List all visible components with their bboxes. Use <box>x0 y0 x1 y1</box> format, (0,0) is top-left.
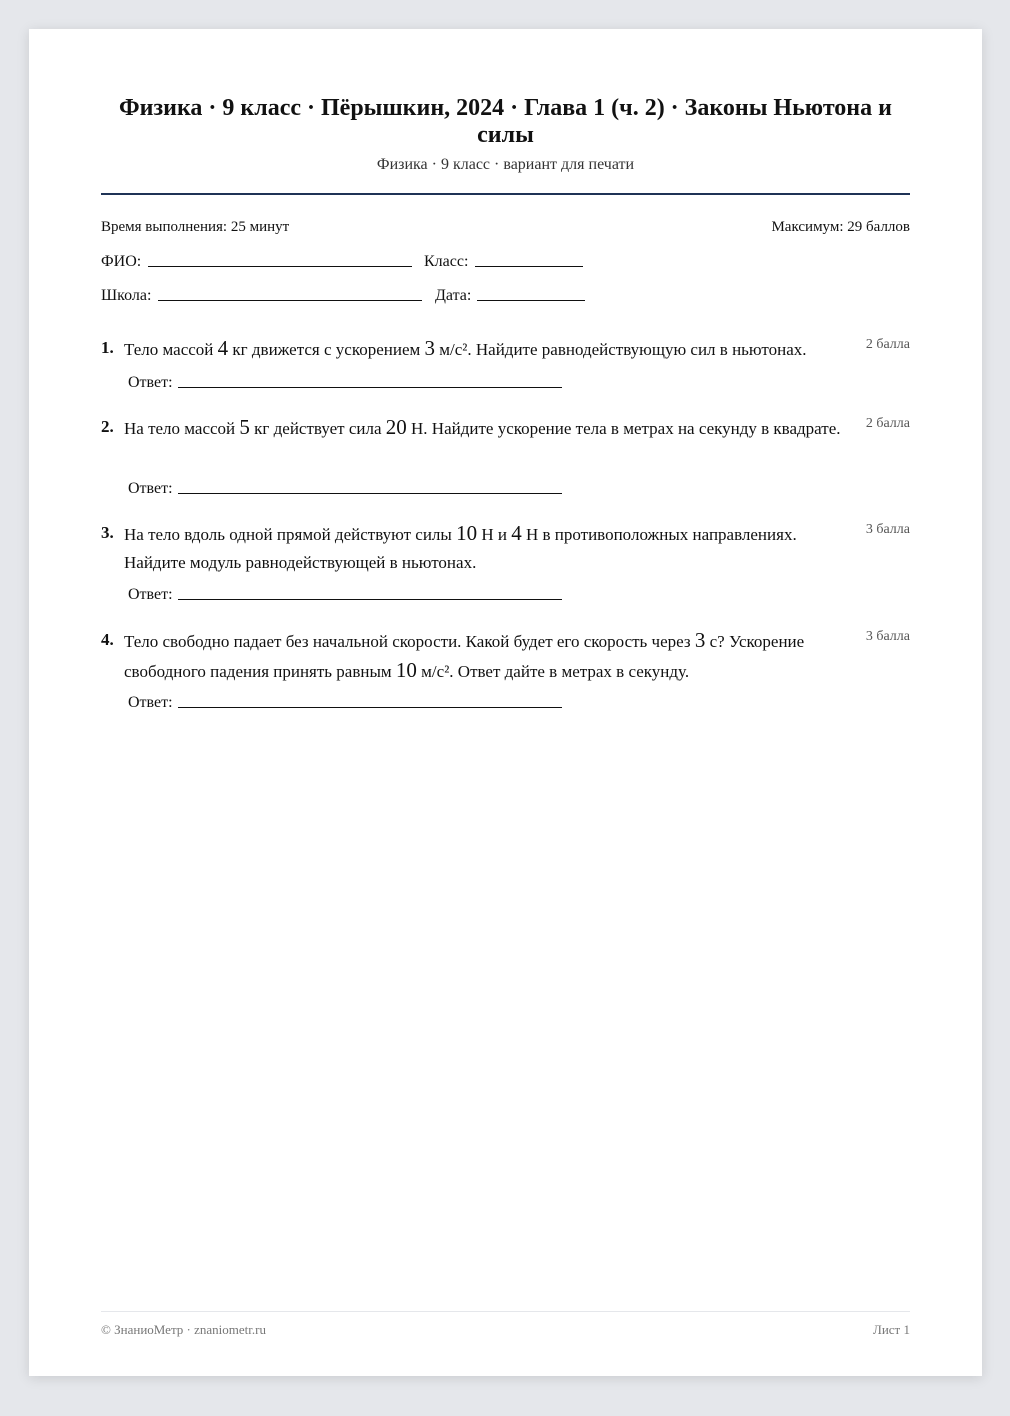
question-2 <box>101 413 910 503</box>
answer-label: Ответ: <box>128 694 173 711</box>
footer-divider <box>101 1311 910 1312</box>
answer-label: Ответ: <box>128 374 173 391</box>
date-field[interactable] <box>477 300 585 301</box>
question-number: 1. <box>101 338 114 357</box>
fio-field[interactable] <box>148 266 412 267</box>
header-divider <box>101 193 910 195</box>
question-points: 3 балла <box>865 629 910 644</box>
question-number: 2. <box>101 417 114 436</box>
class-field[interactable] <box>475 266 583 267</box>
max-score: Максимум: 29 баллов <box>771 219 910 235</box>
question-points: 3 балла <box>865 522 910 537</box>
page-subtitle: Физика · 9 класс · вариант для печати <box>376 156 635 173</box>
answer-field[interactable] <box>178 387 562 388</box>
school-field[interactable] <box>158 300 422 301</box>
date-label: Дата: <box>435 287 472 304</box>
question-points: 2 балла <box>865 416 910 431</box>
question-text: На тело массой 5 кг действует сила 20 Н. Найдите ускорение тела в метрах на секунду в квадрате. <box>124 415 841 439</box>
question-number: 3. <box>101 523 114 542</box>
answer-field[interactable] <box>178 707 562 708</box>
answer-field[interactable] <box>178 599 562 600</box>
question-4 <box>101 626 910 716</box>
question-1 <box>101 334 910 394</box>
answer-label: Ответ: <box>128 586 173 603</box>
fio-label: ФИО: <box>101 253 142 270</box>
answer-label: Ответ: <box>128 480 173 497</box>
time-limit: Время выполнения: 25 минут <box>101 219 290 235</box>
question-text: На тело вдоль одной прямой действуют силы 10 Н и 4 Н в противоположных направлениях. Найдите модуль равнодействующей в ньютонах. <box>124 521 797 572</box>
class-label: Класс: <box>424 253 469 270</box>
question-points: 2 балла <box>865 337 910 352</box>
question-text: Тело массой 4 кг движется с ускорением 3 м/с². Найдите равнодействующую сил в ньютонах. <box>124 336 807 360</box>
worksheet-page <box>29 29 982 1376</box>
page-title: Физика · 9 класс · Пёрышкин, 2024 · Глава 1 (ч. 2) · Законы Ньютона и силы <box>119 95 892 148</box>
question-3 <box>101 519 910 609</box>
school-label: Школа: <box>101 287 152 304</box>
question-text: Тело свободно падает без начальной скорости. Какой будет его скорость через 3 с? Ускорение свободного падения принять равным 10 м/с². Ответ дайте в метрах в секунду. <box>124 628 805 682</box>
page-number: Лист 1 <box>873 1322 910 1337</box>
footer-copyright: © ЗнаниоМетр · znaniometr.ru <box>101 1322 266 1337</box>
question-number: 4. <box>101 630 114 649</box>
answer-field[interactable] <box>178 493 562 494</box>
